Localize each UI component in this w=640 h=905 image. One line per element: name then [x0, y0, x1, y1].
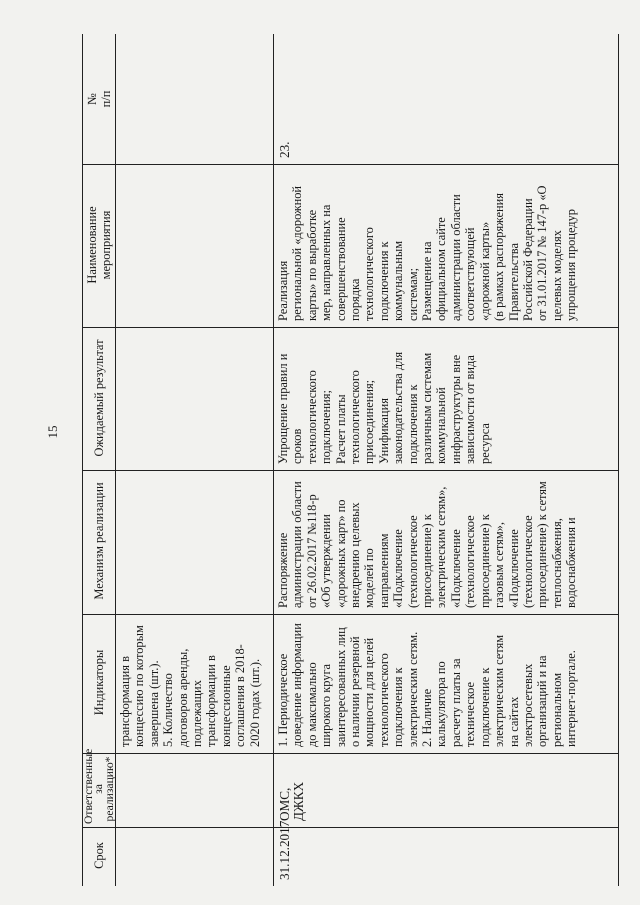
cell-line: калькулятора по	[434, 661, 449, 747]
cell-line: Правительства	[506, 243, 521, 321]
cell-line: 5. Количество	[161, 673, 176, 747]
cell-line: концессионные	[218, 665, 233, 747]
cell-line: (в рамках распоряжения	[492, 192, 507, 321]
cell-line: электросетевых	[520, 663, 535, 747]
cell-line: «дорожных карт» по	[333, 499, 348, 608]
cell-line: Унификация	[376, 398, 391, 464]
cell-line: «Подключение	[391, 529, 406, 608]
cell-line: совершенствование	[333, 217, 348, 321]
header-name-line: Наименование	[85, 206, 99, 284]
table-rule	[273, 34, 274, 886]
row-deadline-cell	[275, 820, 299, 884]
cell-line: доведение информации	[290, 623, 305, 747]
cell-line: коммунальным	[391, 240, 406, 321]
header-responsible-line: за	[92, 784, 106, 794]
cell-line: трансформация в	[118, 656, 132, 747]
cell-line: упрощения процедур	[564, 209, 579, 321]
cell-line: порядка	[348, 278, 363, 321]
cell-line: заинтересованных лиц	[333, 627, 348, 747]
cell-line: ресурса	[477, 423, 492, 464]
cell-line: региональном	[549, 672, 564, 747]
cell-line: подключение к	[477, 667, 492, 747]
cell-line: интернет-портале.	[564, 650, 579, 747]
cell-line: инфраструктуры вне	[448, 354, 463, 464]
measures-table	[82, 34, 619, 886]
header-result: Ожидаемый результат	[92, 339, 106, 457]
cell-line: электрическим сетям.	[405, 631, 420, 747]
header-mechanism-cell	[84, 470, 114, 612]
row-mechanism-cell	[275, 470, 616, 612]
cell-line: администрации области	[448, 194, 463, 321]
cell-line: технологического	[348, 370, 363, 464]
header-name-line: мероприятия	[99, 210, 114, 280]
cell-line: подлежащих	[190, 680, 205, 747]
cell-line: «Подключение	[448, 529, 463, 608]
cell-line: «Подключение	[506, 529, 521, 608]
cell-line: региональной «дорожной	[290, 185, 305, 321]
cell-line: присоединение) к	[420, 514, 435, 608]
header-responsible-line: реализацию*	[102, 756, 116, 822]
header-name-cell	[84, 165, 114, 325]
header-indicators: Индикаторы	[92, 649, 106, 716]
cell-line: мер, направленных на	[319, 204, 334, 321]
cell-line: «дорожной карты»	[477, 221, 492, 321]
cell-line: концессию по которым	[132, 625, 147, 747]
cell-line: договоров аренды,	[175, 648, 190, 747]
cell-line: официальном сайте	[434, 217, 449, 321]
row-deadline: 31.12.2017	[277, 820, 292, 880]
cell-line: (технологическое	[520, 515, 535, 608]
cell-line: законодательства для	[391, 351, 406, 464]
cell-line: присоединение) к	[477, 514, 492, 608]
cell-line: Расчет платы	[333, 394, 348, 464]
cell-line: до максимально	[304, 662, 319, 747]
header-responsible-line: Ответственные	[82, 748, 95, 824]
cell-line: присоединения;	[362, 379, 377, 464]
cell-line: (технологическое	[405, 515, 420, 608]
cell-line: внедрению целевых	[348, 502, 363, 608]
cell-line: сроков	[290, 428, 305, 464]
cell-line: технологического	[376, 653, 391, 747]
cell-line: присоединение) к сетям	[535, 481, 550, 608]
header-result-cell	[84, 328, 114, 468]
cell-line: Размещение на	[420, 241, 435, 321]
row-result-cell	[275, 328, 616, 468]
row-name-cell	[275, 164, 616, 325]
header-deadline-cell	[84, 827, 114, 884]
cell-line: завершена (шт.).	[146, 660, 161, 747]
cell-line: мощности для целей	[362, 637, 377, 747]
cell-line: водоснабжения и	[564, 517, 579, 608]
cell-line: администрации области	[290, 481, 305, 608]
cell-line: о наличии резервной	[348, 636, 363, 747]
cell-line: подключения к	[376, 241, 391, 321]
cell-line: (технологическое	[463, 515, 478, 608]
cell-line: соответствующей	[463, 227, 478, 321]
row-number: 23.	[277, 141, 292, 158]
table-rule	[82, 753, 618, 754]
prev-row-indicators-cell	[117, 614, 271, 751]
cell-line: теплоснабжения,	[549, 518, 564, 608]
cell-line: 2. Наличие	[420, 688, 435, 747]
header-deadline: Срок	[92, 842, 106, 869]
cell-line: технологического	[304, 370, 319, 464]
cell-line: различным системам	[420, 352, 435, 464]
cell-line: от 26.02.2017 №118-р	[304, 494, 319, 608]
cell-line: расчету платы за	[448, 658, 463, 747]
header-indicators-cell	[84, 614, 114, 751]
cell-line: Распоряжение	[276, 532, 290, 608]
cell-line: от 31.01.2017 № 147-р «О	[535, 185, 550, 321]
cell-line: широкого круга	[319, 663, 334, 747]
cell-line: «Об утверждении	[319, 514, 334, 608]
header-mechanism: Механизм реализации	[92, 482, 106, 600]
cell-line: системам;	[405, 267, 420, 321]
row-indicators-cell	[275, 614, 616, 751]
table-rule	[82, 827, 618, 828]
page-number: 15	[45, 425, 60, 439]
cell-line: электрическим сетям»,	[434, 486, 449, 608]
cell-line: организаций и на	[535, 655, 550, 747]
header-number-line: №	[85, 93, 99, 105]
cell-line: трансформации в	[204, 655, 219, 747]
cell-line: подключения;	[319, 390, 334, 464]
cell-line: техническое	[463, 682, 478, 747]
header-responsible-cell	[82, 748, 116, 825]
cell-line: 1. Периодическое	[276, 653, 290, 747]
cell-line: соглашения в 2018-	[233, 644, 248, 747]
header-number-cell	[84, 36, 114, 162]
cell-line: зависимости от вида	[463, 355, 478, 464]
cell-line: подключения к	[405, 384, 420, 464]
cell-line: электрическим сетям	[492, 634, 507, 747]
cell-line: подключения к	[391, 667, 406, 747]
row-responsible: ОМС, ДЖКХ	[277, 781, 307, 821]
cell-line: технологического	[362, 227, 377, 321]
cell-line: коммунальной	[434, 387, 449, 464]
cell-line: на сайтах	[506, 696, 521, 747]
cell-line: карты» по выработке	[304, 209, 319, 321]
cell-line: Упрощение правил и	[276, 353, 290, 464]
row-number-cell	[275, 36, 299, 162]
row-responsible-cell	[275, 753, 307, 825]
cell-line: целевых моделях	[549, 230, 564, 321]
header-number-line: п/п	[99, 90, 114, 108]
cell-line: Российской Федерации	[520, 198, 535, 321]
cell-line: моделей по	[362, 548, 377, 608]
cell-line: Реализация	[276, 260, 290, 321]
cell-line: 2020 годах (шт.).	[247, 658, 262, 747]
cell-line: направлениям	[376, 533, 391, 608]
cell-line: газовым сетям»,	[492, 522, 507, 608]
